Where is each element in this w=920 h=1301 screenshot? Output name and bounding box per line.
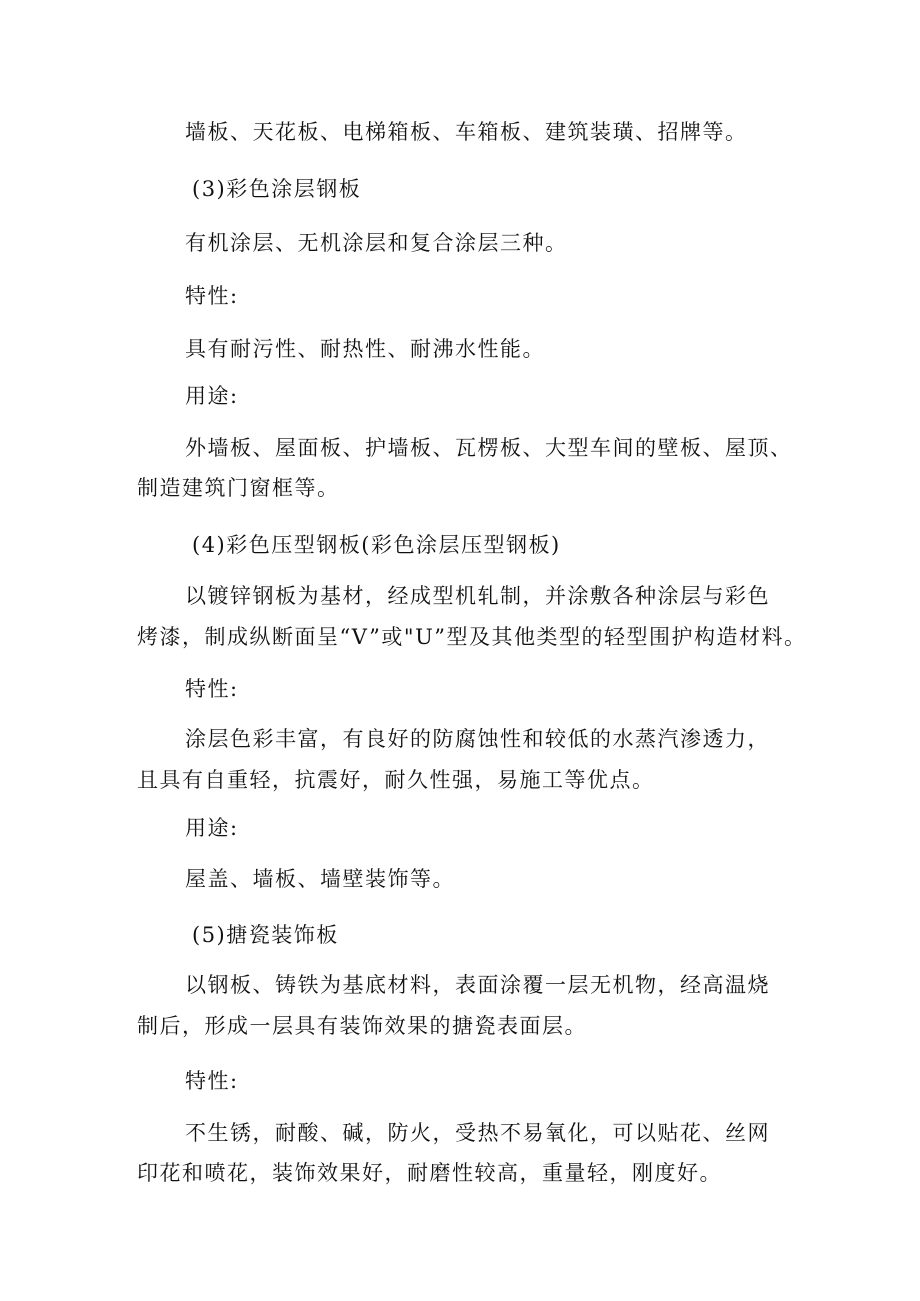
text-line-profiled-desc-b: 烤漆，制成纵断面呈“V”或"U”型及其他类型的轻型围护构造材料。	[137, 625, 807, 649]
text-line-properties-1: 具有耐污性、耐热性、耐沸水性能。	[185, 337, 545, 361]
text-line-uses-1b: 制造建筑门窗框等。	[137, 476, 340, 500]
text-line-wall-panels: 墙板、天花板、电梯箱板、车箱板、建筑装璜、招牌等。	[185, 120, 748, 144]
heading-color-coated-steel: (3)彩色涂层钢板	[192, 177, 362, 201]
label-properties-2: 特性:	[185, 677, 239, 701]
text-line-enamel-desc-a: 以钢板、铸铁为基底材料，表面涂覆一层无机物，经高温烧	[185, 973, 770, 997]
label-uses-2: 用途:	[185, 816, 239, 840]
heading-color-profiled-steel: (4)彩色压型钢板(彩色涂层压型钢板)	[192, 533, 561, 557]
text-line-properties-2a: 涂层色彩丰富，有良好的防腐蚀性和较低的水蒸汽渗透力，	[185, 727, 770, 751]
text-line-uses-2: 屋盖、墙板、墙壁装饰等。	[185, 867, 455, 891]
heading-enamel-panel: (5)搪瓷装饰板	[192, 923, 339, 947]
text-line-uses-1a: 外墙板、屋面板、护墙板、瓦楞板、大型车间的壁板、屋顶、	[185, 436, 793, 460]
text-line-properties-3b: 印花和喷花，装饰效果好，耐磨性较高，重量轻，刚度好。	[137, 1161, 722, 1185]
text-line-enamel-desc-b: 制后，形成一层具有装饰效果的搪瓷表面层。	[137, 1014, 587, 1038]
label-properties-3: 特性:	[185, 1069, 239, 1093]
label-properties-1: 特性:	[185, 284, 239, 308]
text-line-coating-types: 有机涂层、无机涂层和复合涂层三种。	[185, 231, 568, 255]
text-line-profiled-desc-a: 以镀锌钢板为基材，经成型机轧制，并涂敷各种涂层与彩色	[185, 584, 770, 608]
text-line-properties-3a: 不生锈，耐酸、碱，防火，受热不易氧化，可以贴花、丝网	[185, 1121, 770, 1145]
text-line-properties-2b: 且具有自重轻，抗震好，耐久性强，易施工等优点。	[137, 768, 655, 792]
label-uses-1: 用途:	[185, 384, 239, 408]
